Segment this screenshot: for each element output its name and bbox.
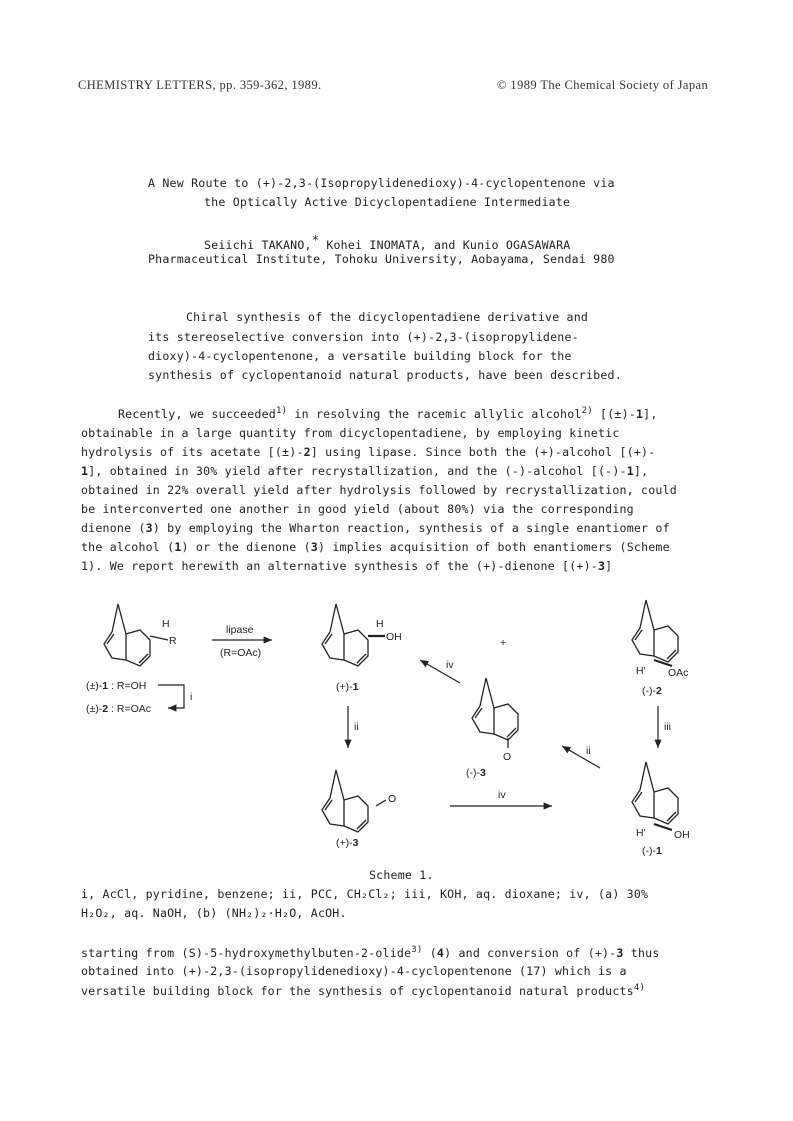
step-ii-label: ii — [354, 721, 359, 733]
body-line: versatile building block for the synthesis of cyclopentanoid natural products$^{4)}$ — [81, 983, 646, 998]
scheme-conditions-line1: i, AcCl, pyridine, benzene; ii, PCC, CH₂Cl₂; iii, KOH, aq. dioxane; iv, (a) 30% — [81, 887, 649, 901]
body-line: hydrolysis of its acetate [(±)-2] using lipase. Since both the (+)-alcohol [(+)- — [81, 445, 656, 459]
body-line: 1], obtained in 30% yield after recrystallization, and the (-)-alcohol [(-)-1], — [81, 464, 649, 478]
plus-alcohol-structure — [322, 604, 402, 666]
affiliation: Pharmaceutical Institute, Tohoku University, Aobayama, Sendai 980 — [148, 252, 615, 266]
body-line: obtained into (+)-2,3-(isopropylidenedioxy)-4-cyclopentenone (17) which is a — [81, 964, 627, 978]
svg-text:H: H — [376, 618, 384, 630]
article-title-line1: A New Route to (+)-2,3-(Isopropylidenedioxy)-4-cyclopentenone via — [148, 176, 615, 190]
body-line: 1). We report herewith an alternative synthesis of the (+)-dienone [(+)-3] — [81, 559, 613, 573]
author-list — [204, 233, 570, 252]
svg-text:O: O — [503, 751, 512, 763]
svg-text:O: O — [388, 793, 397, 805]
body-line: obtained in 22% overall yield after hydrolysis followed by recrystallization, could — [81, 483, 677, 497]
svg-text:H': H' — [636, 665, 646, 677]
reagent-condition: (R=OAc) — [220, 647, 262, 659]
abstract-line: Chiral synthesis of the dicyclopentadiene derivative and — [186, 310, 589, 324]
scheme-conditions-line2: H₂O₂, aq. NaOH, (b) (NH₂)₂·H₂O, AcOH. — [81, 906, 347, 920]
svg-text:H': H' — [636, 827, 646, 839]
step-iv-label: iv — [446, 659, 454, 671]
abstract-line: dioxy)-4-cyclopentenone, a versatile building block for the — [148, 349, 572, 363]
label-racemic-2: (±)-2 : R=OAc — [86, 703, 151, 715]
minus-dienone-structure — [472, 678, 518, 763]
label-plus-1: (+)-1 — [336, 681, 359, 693]
step-iii-label: iii — [664, 721, 671, 733]
svg-text:R: R — [169, 635, 177, 647]
running-head-journal: CHEMISTRY LETTERS, pp. 359-362, 1989. — [78, 78, 322, 92]
body-line: Recently, we succeeded$^{1)}$ in resolving the racemic allylic alcohol$^{2)}$ [(±)-1], — [118, 406, 658, 421]
svg-text:OH: OH — [674, 829, 690, 841]
label-minus-2: (-)-2 — [642, 685, 662, 697]
running-head-copyright: © 1989 The Chemical Society of Japan — [497, 78, 709, 92]
reaction-scheme — [80, 588, 720, 863]
step-i-label: i — [190, 691, 193, 703]
body-line: be interconverted one another in good yield (about 80%) via the corresponding — [81, 502, 634, 516]
reagent-lipase: lipase — [226, 624, 254, 636]
body-line: the alcohol (1) or the dienone (3) implies acquisition of both enantiomers (Scheme — [81, 540, 670, 554]
step-iv-label: iv — [498, 789, 506, 801]
svg-text:OAc: OAc — [668, 667, 689, 679]
scheme-caption: Scheme 1. — [369, 868, 434, 882]
label-minus-1: (-)-1 — [642, 845, 662, 857]
article-title-line2: the Optically Active Dicyclopentadiene Intermediate — [204, 195, 571, 209]
svg-text:H: H — [162, 618, 170, 630]
racemic-alcohol-structure — [104, 604, 177, 666]
step-ii-label: ii — [586, 745, 591, 757]
label-racemic-1: (±)-1 : R=OH — [86, 680, 147, 692]
body-line: starting from (S)-5-hydroxymethylbuten-2-olide$^{3)}$ (4) and conversion of (+)-3 thus — [81, 945, 660, 960]
author-rest: Kohei INOMATA, and Kunio OGASAWARA — [319, 237, 571, 252]
svg-text:OH: OH — [386, 631, 402, 643]
plus-dienone-structure — [322, 770, 396, 832]
abstract-line: synthesis of cyclopentanoid natural products, have been described. — [148, 368, 622, 382]
abstract-line: its stereoselective conversion into (+)-2,3-(isopropylidene- — [148, 330, 579, 344]
plus-sign: + — [500, 637, 507, 649]
label-minus-3: (-)-3 — [466, 767, 486, 779]
minus-alcohol-structure — [632, 762, 690, 841]
body-line: dienone (3) by employing the Wharton reaction, synthesis of a single enantiomer of — [81, 521, 670, 535]
minus-acetate-structure — [632, 600, 688, 679]
corresponding-author-mark: * — [311, 233, 320, 247]
author-first: Seiichi TAKANO, — [204, 237, 312, 252]
body-line: obtainable in a large quantity from dicyclopentadiene, by employing kinetic — [81, 426, 620, 440]
label-plus-3: (+)-3 — [336, 837, 359, 849]
